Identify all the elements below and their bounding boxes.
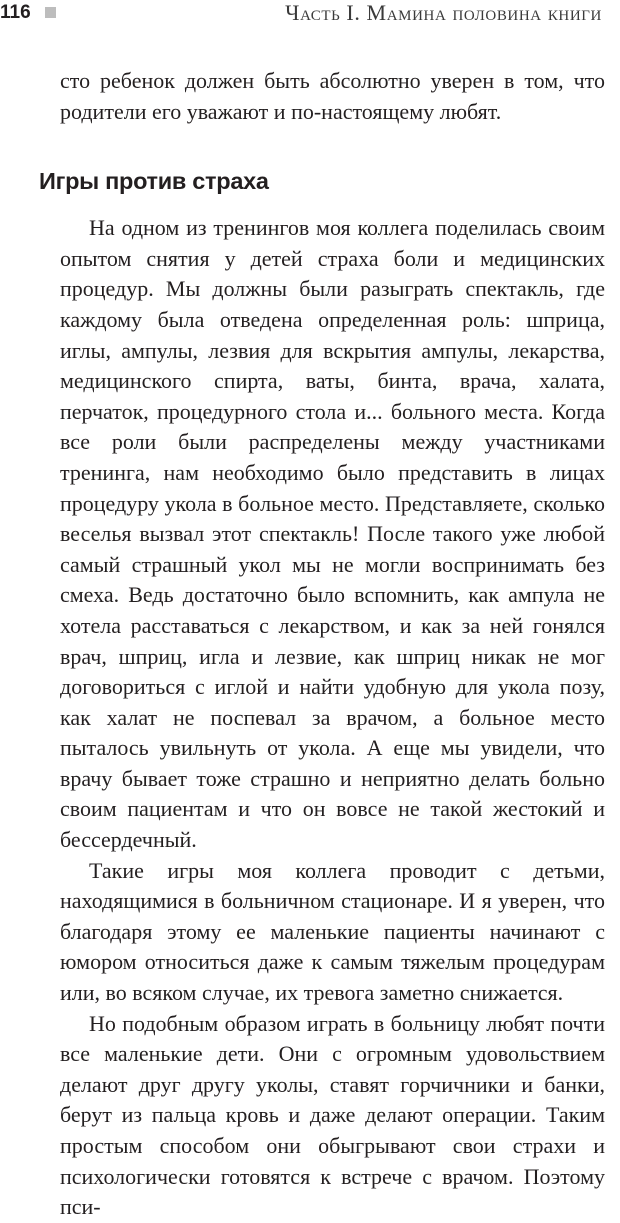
section-title: Игры против страха [39, 168, 269, 195]
page-body [39, 66, 605, 1223]
body-paragraph-2: Такие игры моя коллега проводит с детьми, находящимися в больничном стационаре. И я уверен, что благодаря этому ее маленькие пациенты начинают с юмором относиться даже к самым тяжелым процедурам или, во всяком случае, их тревога заметно снижается. [60, 857, 605, 1006]
page-header [0, 0, 602, 28]
page-number: 116 [0, 2, 31, 23]
body-paragraph-1: На одном из тренингов моя коллега поделилась своим опытом снятия у детей страха боли и медицинских процедур. Мы должны были разыграть спектакль, где каждому была отведена определенная роль: шприца, иглы, ампулы, лезвия для вскрытия ампулы, лекарства, медицинского спирта, ваты, бинта, врача, халата, перчаток, процедурного стола и... больного места. Когда все роли были распределены между участниками тренинга, нам необходимо было представить в лицах процедуру укола в больное место. Представляете, сколько веселья вызвал этот спектакль! После такого уже любой самый страшный укол мы не могли воспринимать без смеха. Ведь достаточно было вспомнить, как ампула не хотела расставаться с лекарством, и как за ней гонялся врач, шприц, игла и лезвие, как шприц никак не мог договориться с иглой и найти удобную для укола позу, как халат не поспевал за врачом, а больное место пыталось увильнуть от укола. А еще мы увидели, что врачу бывает тоже страшно и неприятно делать больно своим пациентам и что он вовсе не такой жестокий и бессердечный. [60, 215, 605, 853]
running-head: Часть I. Мамина половина книги [285, 0, 602, 25]
header-square-ornament [45, 7, 56, 18]
body-paragraph-3: Но подобным образом играть в больницу любят почти все маленькие дети. Они с огромным удовольствием делают друг другу уколы, ставят горчичники и банки, берут из пальца кровь и даже делают операции. Таким простым способом они обыгрывают свои страхи и психологически готовятся к встрече с врачом. Поэтому пси- [60, 1010, 605, 1220]
intro-paragraph: сто ребенок должен быть абсолютно уверен в том, что родители его уважают и по-настоящему любят. [60, 68, 605, 124]
